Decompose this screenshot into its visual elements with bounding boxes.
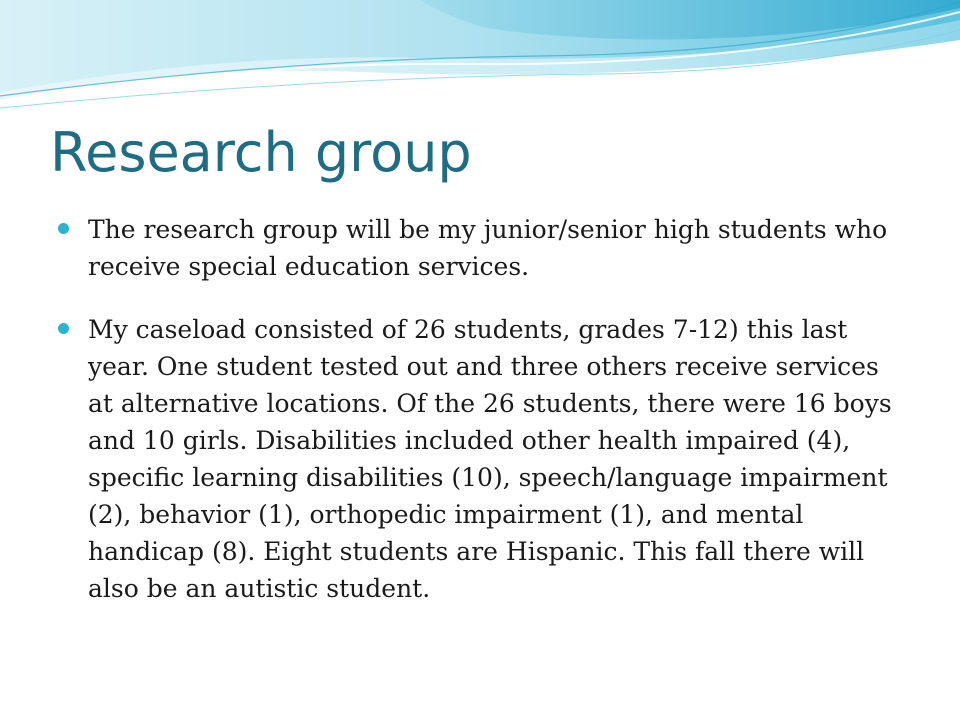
bullet-list (58, 211, 908, 633)
slide-title: Research group (50, 121, 472, 184)
bullet-text: My caseload consisted of 26 students, grades 7-12) this last year. One student tested out and three others receive services at alternative locations. Of the 26 students, there were 16 boys and 10 girls. Disabilities included other health impaired (4), specific learning disabilities (10), speech/language impairment (2), behavior (1), orthopedic impairment (1), and mental handicap (8). Eight students are Hispanic. This fall there will also be an autistic student. (88, 315, 892, 603)
decorative-wave-banner (0, 0, 960, 110)
bullet-dot-icon (58, 323, 69, 334)
bullet-item-research-group (58, 211, 908, 285)
bullet-text: The research group will be my junior/senior high students who receive special education services. (88, 215, 888, 281)
bullet-dot-icon (58, 223, 69, 234)
bullet-item-caseload (58, 311, 908, 607)
